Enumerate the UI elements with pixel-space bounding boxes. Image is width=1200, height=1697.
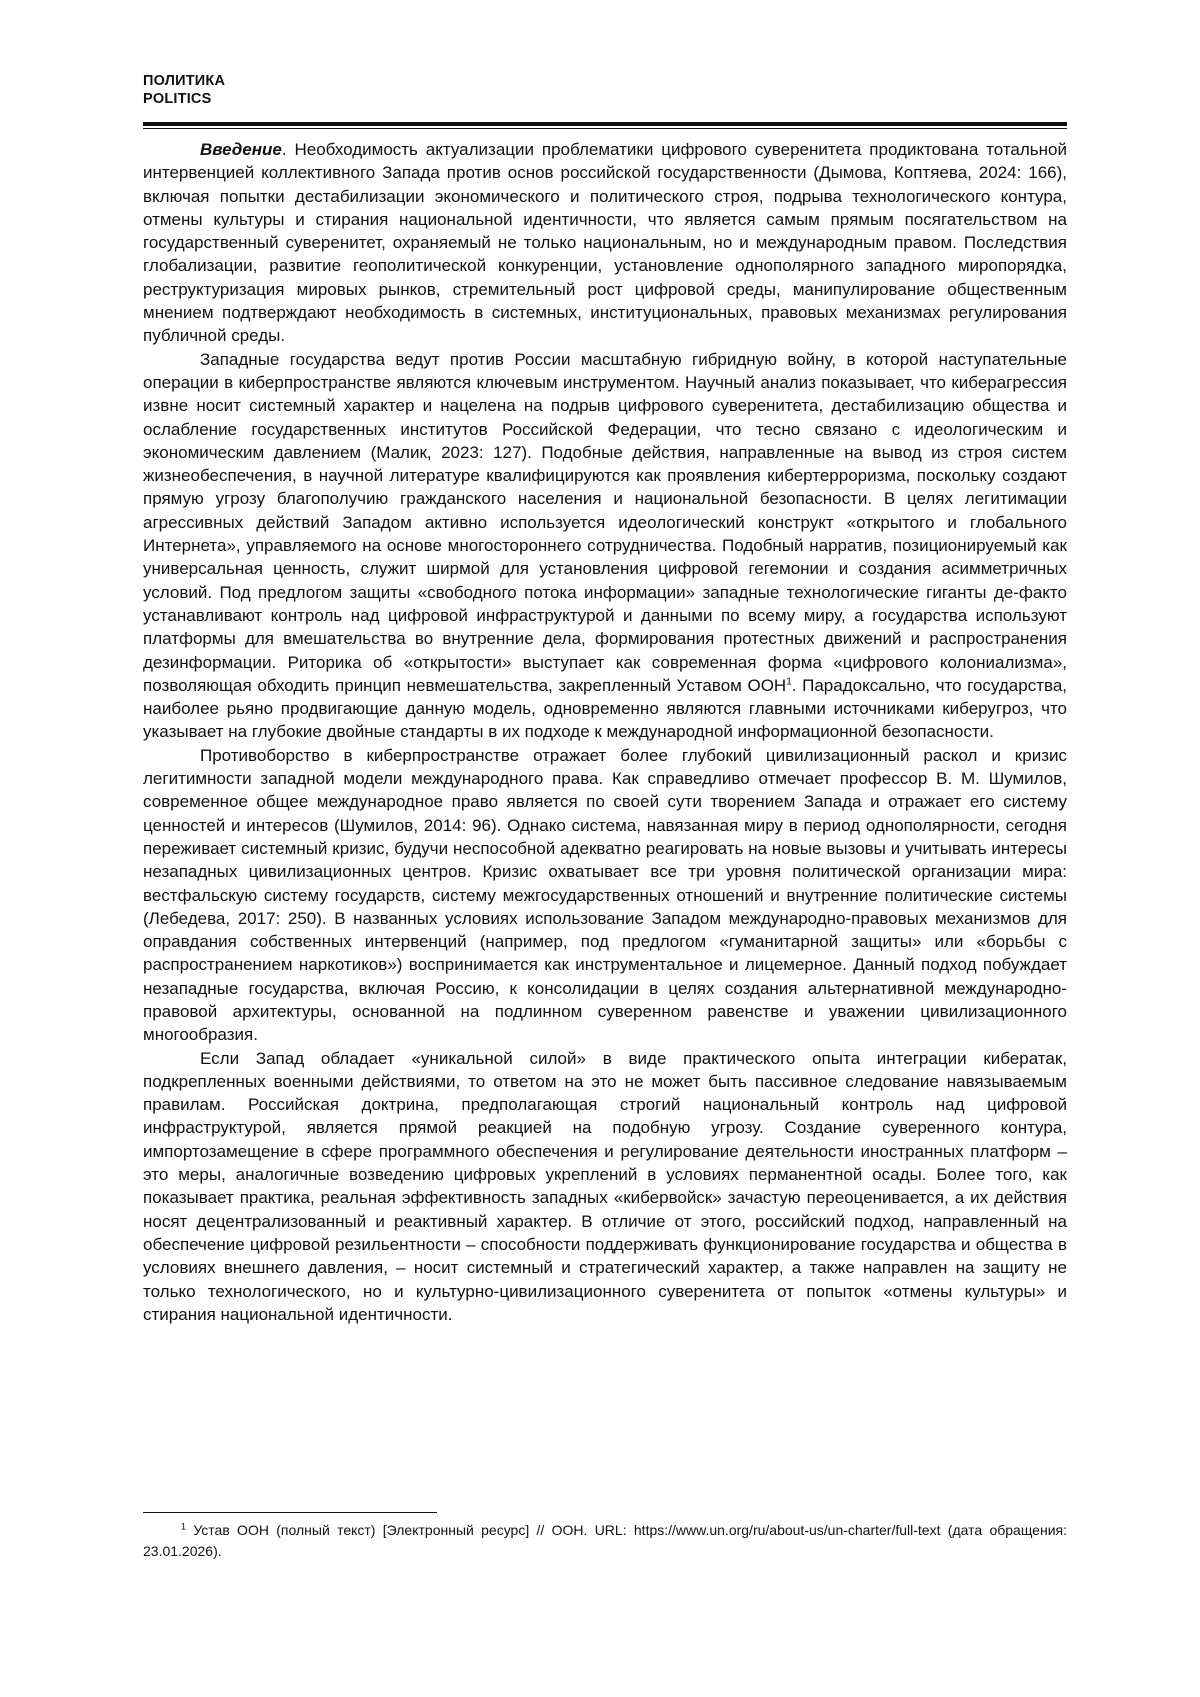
paragraph-hybrid-war	[143, 348, 1067, 744]
section-title-ru: ПОЛИТИКА	[143, 73, 226, 89]
paragraph-civilizational-split	[143, 744, 1067, 1047]
paragraph-text: Западные государства ведут против России масштабную гибридную войну, в которой наступательные операции в киберпространстве являются ключевым инструментом. Научный анализ показывает, что киберагрессия извне носит системный характер и нацелена на подрыв цифрового суверенитета, дестабилизацию общества и ослабление государственных институтов Российской Федерации, что тесно связано с идеологическим и экономическим давлением (Малик, 2023: 127). Подобные действия, направленные на вывод из строя систем жизнеобеспечения, в научной литературе квалифицируются как проявления кибертерроризма, поскольку создают прямую угрозу благополучию гражданского населения и национальной безопасности. В целях легитимации агрессивных действий Западом активно используется идеологический конструкт «открытого и глобального Интернета», управляемого на основе многостороннего сотрудничества. Подобный нарратив, позиционируемый как универсальная ценность, служит ширмой для установления цифровой гегемонии и создания асимметричных условий. Под предлогом защиты «свободного потока информации» западные технологические гиганты де-факто устанавливают контроль над цифровой инфраструктурой и данными по всему миру, а государства используют платформы для вмешательства во внутренние дела, формирования протестных движений и распространения дезинформации. Риторика об «открытости» выступает как современная форма «цифрового колониализма», позволяющая обходить принцип невмешательства, закрепленный Уставом ООН	[143, 349, 1067, 695]
footnote	[143, 1520, 1067, 1562]
paragraph-text: Противоборство в киберпространстве отражает более глубокий цивилизационный раскол и кризис легитимности западной модели международного права. Как справедливо отмечает профессор В. М. Шумилов, современное общее международное право является по своей сути творением Запада и отражает его систему ценностей и интересов (Шумилов, 2014: 96). Однако система, навязанная миру в период однополярности, сегодня переживает системный кризис, будучи неспособной адекватно реагировать на новые вызовы и учитывать интересы незападных цивилизационных центров. Кризис охватывает все три уровня политической организации мира: вестфальскую систему государств, систему межгосударственных отношений и внутренние политические системы (Лебедева, 2017: 250). В названных условиях использование Западом международно-правовых механизмов для оправдания собственных интервенций (например, под предлогом «гуманитарной защиты» или «борьбы с распространением наркотиков») воспринимается как инструментальное и лицемерное. Данный подход побуждает незападные государства, включая Россию, к консолидации в целях создания альтернативной международно-правовой архитектуры, основанной на подлинном суверенном равенстве и уважении цивилизационного многообразия.	[143, 745, 1067, 1045]
introduction-lead: Введение	[200, 140, 282, 159]
footnote-separator	[143, 1512, 437, 1513]
paragraph-introduction	[143, 138, 1067, 348]
paragraph-text: . Парадоксально, что государства, наиболее рьяно продвигающие данную модель, одновременно являются главными источниками киберугроз, что указывает на глубокие двойные стандарты в их подходе к международной информационной безопасности.	[143, 675, 1067, 742]
running-header	[143, 72, 225, 108]
footnote-text: Устав ООН (полный текст) [Электронный ресурс] // ООН. URL: https://www.un.org/ru/about-us/un-charter/full-text (дата обращения: 23.01.2026).	[143, 1522, 1067, 1559]
paragraph-text: Если Запад обладает «уникальной силой» в виде практического опыта интеграции кибератак, подкрепленных военными действиями, то ответом на это не может быть пассивное следование навязываемым правилам. Российская доктрина, предполагающая строгий национальный контроль над цифровой инфраструктурой, является прямой реакцией на подобную угрозу. Создание суверенного контура, импортозамещение в сфере программного обеспечения и регулирование деятельности иностранных платформ – это меры, аналогичные возведению цифровых укреплений в условиях перманентной осады. Более того, как показывает практика, реальная эффективность западных «кибервойск» зачастую переоценивается, а их действия носят децентрализованный и реактивный характер. В отличие от этого, российский подход, направленный на обеспечение цифровой резильентности – способности поддерживать функционирование государства и общества в условиях внешнего давления, – носит системный и стратегический характер, а также направлен на защиту не только технологического, но и культурно-цивилизационного суверенитета от попыток «отмены культуры» и стирания национальной идентичности.	[143, 1048, 1067, 1324]
paragraph-russian-response	[143, 1047, 1067, 1327]
article-body	[143, 138, 1067, 1326]
header-rule-thin	[143, 128, 1067, 129]
header-rule-thick	[143, 122, 1067, 126]
section-title-en: POLITICS	[143, 91, 212, 107]
footnote-reference[interactable]: 1	[786, 676, 792, 688]
paragraph-text: . Необходимость актуализации проблематики цифрового суверенитета продиктована тотальной интервенцией коллективного Запада против основ российской государственности (Дымова, Коптяева, 2024: 166), включая попытки дестабилизации экономического и политического строя, подрыва технологического контура, отмены культуры и стирания национальной идентичности, что является самым прямым посягательством на государственный суверенитет, охраняемый не только национальным, но и международным правом. Последствия глобализации, развитие геополитической конкуренции, установление однополярного западного миропорядка, реструктуризация мировых рынков, стремительный рост цифровой среды, манипулирование общественным мнением подтверждают необходимость в системных, институциональных, правовых механизмах регулирования публичной среды.	[143, 140, 1067, 346]
footnote-mark: 1	[181, 1521, 187, 1532]
